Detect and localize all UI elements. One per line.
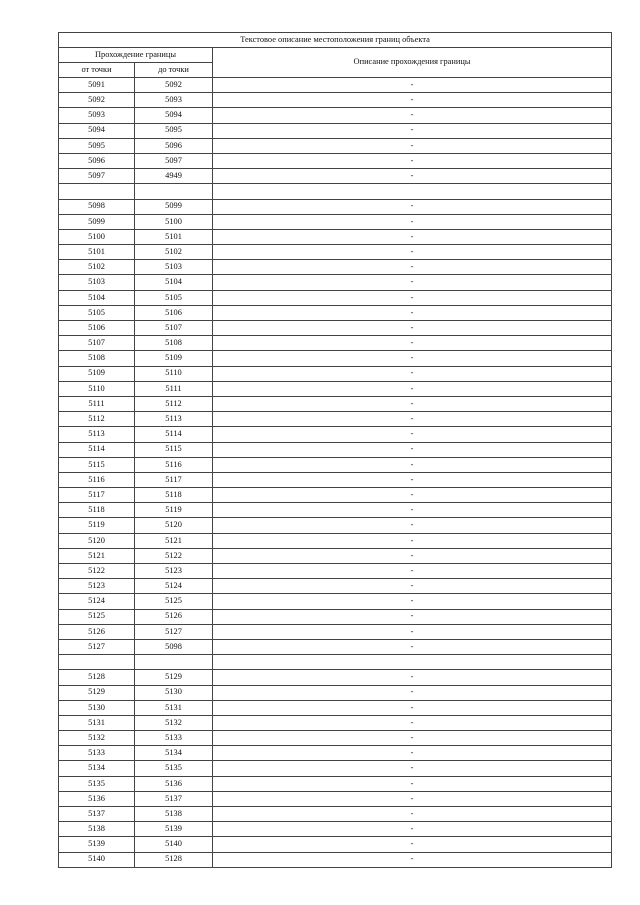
cell-description: - [213,594,612,609]
table-row [59,503,612,518]
cell-to-point: 5111 [135,381,213,396]
cell-to-point: 5113 [135,412,213,427]
cell-description: - [213,564,612,579]
table-row [59,457,612,472]
cell-to-point: 5140 [135,837,213,852]
cell-from-point: 5127 [59,639,135,654]
cell-description: - [213,548,612,563]
cell-to-point: 5093 [135,93,213,108]
cell-from-point: 5099 [59,214,135,229]
boundary-table [58,32,612,868]
table-row [59,442,612,457]
cell-to-point: 5130 [135,685,213,700]
cell-to-point: 5137 [135,791,213,806]
cell-to-point: 5132 [135,715,213,730]
cell-to-point: 5120 [135,518,213,533]
cell-to-point: 5107 [135,321,213,336]
cell-from-point: 5126 [59,624,135,639]
cell-to-point [135,655,213,670]
cell-to-point: 5115 [135,442,213,457]
cell-description: - [213,670,612,685]
cell-from-point: 5128 [59,670,135,685]
cell-description: - [213,791,612,806]
cell-from-point: 5118 [59,503,135,518]
table-row [59,305,612,320]
table-row [59,731,612,746]
cell-to-point: 5101 [135,229,213,244]
cell-to-point [135,184,213,199]
table-row [59,321,612,336]
cell-description: - [213,822,612,837]
group-header-row [59,48,612,63]
table-title: Текстовое описание местоположения границ объекта [59,33,612,48]
cell-from-point: 5120 [59,533,135,548]
table-row [59,351,612,366]
cell-from-point: 5094 [59,123,135,138]
cell-to-point: 5119 [135,503,213,518]
cell-from-point: 5122 [59,564,135,579]
table-row [59,229,612,244]
cell-from-point: 5139 [59,837,135,852]
cell-description: - [213,503,612,518]
table-row [59,533,612,548]
table-row [59,138,612,153]
table-row [59,609,612,624]
table-row [59,396,612,411]
cell-to-point: 5128 [135,852,213,867]
cell-description: - [213,488,612,503]
cell-from-point: 5105 [59,305,135,320]
table-row [59,275,612,290]
cell-to-point: 5114 [135,427,213,442]
table-row [59,93,612,108]
cell-from-point: 5133 [59,746,135,761]
cell-description: - [213,533,612,548]
table-row [59,776,612,791]
cell-description: - [213,807,612,822]
table-body [59,78,612,868]
cell-to-point: 5110 [135,366,213,381]
cell-to-point: 5139 [135,822,213,837]
cell-from-point: 5101 [59,245,135,260]
table-row [59,381,612,396]
column-header-description: Описание прохождения границы [213,48,612,78]
table-row [59,78,612,93]
table-row [59,108,612,123]
cell-description: - [213,776,612,791]
cell-to-point: 5129 [135,670,213,685]
cell-description: - [213,351,612,366]
table-row [59,199,612,214]
cell-to-point: 5098 [135,639,213,654]
cell-to-point: 5121 [135,533,213,548]
cell-to-point: 4949 [135,169,213,184]
table-title-row [59,33,612,48]
cell-description [213,655,612,670]
cell-from-point [59,184,135,199]
cell-to-point: 5109 [135,351,213,366]
cell-to-point: 5104 [135,275,213,290]
cell-from-point: 5138 [59,822,135,837]
table-row [59,700,612,715]
cell-to-point: 5102 [135,245,213,260]
cell-to-point: 5118 [135,488,213,503]
cell-from-point: 5102 [59,260,135,275]
table-row [59,685,612,700]
cell-description: - [213,78,612,93]
cell-description: - [213,685,612,700]
cell-description: - [213,199,612,214]
cell-description: - [213,715,612,730]
cell-description: - [213,366,612,381]
table-row [59,214,612,229]
cell-from-point [59,655,135,670]
table-row [59,715,612,730]
cell-to-point: 5127 [135,624,213,639]
table-row [59,488,612,503]
cell-from-point: 5096 [59,153,135,168]
cell-from-point: 5108 [59,351,135,366]
cell-description [213,184,612,199]
cell-description: - [213,290,612,305]
cell-from-point: 5129 [59,685,135,700]
table-row [59,260,612,275]
cell-description: - [213,442,612,457]
cell-description: - [213,153,612,168]
cell-from-point: 5130 [59,700,135,715]
cell-from-point: 5104 [59,290,135,305]
cell-to-point: 5108 [135,336,213,351]
cell-to-point: 5117 [135,472,213,487]
table-row [59,153,612,168]
cell-description: - [213,518,612,533]
cell-from-point: 5121 [59,548,135,563]
cell-from-point: 5095 [59,138,135,153]
cell-description: - [213,700,612,715]
cell-to-point: 5105 [135,290,213,305]
cell-to-point: 5100 [135,214,213,229]
cell-from-point: 5111 [59,396,135,411]
cell-description: - [213,321,612,336]
cell-to-point: 5138 [135,807,213,822]
cell-description: - [213,229,612,244]
cell-from-point: 5110 [59,381,135,396]
cell-to-point: 5135 [135,761,213,776]
table-row [59,670,612,685]
cell-to-point: 5095 [135,123,213,138]
cell-description: - [213,260,612,275]
column-header-from: от точки [59,63,135,78]
table-row [59,837,612,852]
table-row [59,472,612,487]
cell-from-point: 5123 [59,579,135,594]
cell-from-point: 5134 [59,761,135,776]
cell-description: - [213,396,612,411]
cell-description: - [213,305,612,320]
cell-from-point: 5113 [59,427,135,442]
cell-description: - [213,93,612,108]
table-row [59,412,612,427]
cell-from-point: 5131 [59,715,135,730]
cell-description: - [213,427,612,442]
cell-to-point: 5124 [135,579,213,594]
cell-from-point: 5119 [59,518,135,533]
cell-from-point: 5124 [59,594,135,609]
table-row [59,169,612,184]
cell-to-point: 5094 [135,108,213,123]
cell-description: - [213,275,612,290]
cell-to-point: 5112 [135,396,213,411]
table-row [59,123,612,138]
table-row [59,746,612,761]
cell-description: - [213,579,612,594]
cell-description: - [213,214,612,229]
cell-description: - [213,609,612,624]
table-row [59,639,612,654]
cell-from-point: 5114 [59,442,135,457]
cell-from-point: 5136 [59,791,135,806]
cell-from-point: 5107 [59,336,135,351]
table-row [59,366,612,381]
cell-description: - [213,108,612,123]
cell-description: - [213,381,612,396]
cell-from-point: 5125 [59,609,135,624]
cell-from-point: 5091 [59,78,135,93]
table-row [59,655,612,670]
cell-from-point: 5092 [59,93,135,108]
cell-from-point: 5109 [59,366,135,381]
cell-from-point: 5140 [59,852,135,867]
cell-to-point: 5134 [135,746,213,761]
table-row [59,807,612,822]
cell-from-point: 5137 [59,807,135,822]
cell-from-point: 5117 [59,488,135,503]
table-row [59,245,612,260]
cell-from-point: 5103 [59,275,135,290]
cell-from-point: 5100 [59,229,135,244]
cell-from-point: 5135 [59,776,135,791]
table-row [59,791,612,806]
table-row [59,427,612,442]
cell-description: - [213,624,612,639]
table-row [59,852,612,867]
cell-from-point: 5106 [59,321,135,336]
cell-from-point: 5116 [59,472,135,487]
table-row [59,624,612,639]
cell-description: - [213,412,612,427]
cell-description: - [213,761,612,776]
cell-to-point: 5125 [135,594,213,609]
column-header-to: до точки [135,63,213,78]
cell-from-point: 5112 [59,412,135,427]
group-header: Прохождение границы [59,48,213,63]
cell-description: - [213,245,612,260]
table-row [59,579,612,594]
cell-to-point: 5099 [135,199,213,214]
cell-description: - [213,457,612,472]
table-row [59,761,612,776]
table-row [59,184,612,199]
cell-description: - [213,336,612,351]
cell-description: - [213,852,612,867]
cell-to-point: 5103 [135,260,213,275]
table-row [59,336,612,351]
cell-to-point: 5133 [135,731,213,746]
table-row [59,594,612,609]
cell-description: - [213,138,612,153]
table-row [59,822,612,837]
cell-from-point: 5097 [59,169,135,184]
cell-to-point: 5097 [135,153,213,168]
cell-description: - [213,639,612,654]
table-row [59,518,612,533]
cell-to-point: 5096 [135,138,213,153]
cell-to-point: 5126 [135,609,213,624]
cell-to-point: 5131 [135,700,213,715]
cell-from-point: 5115 [59,457,135,472]
cell-to-point: 5122 [135,548,213,563]
cell-to-point: 5092 [135,78,213,93]
cell-description: - [213,123,612,138]
cell-description: - [213,169,612,184]
table-row [59,548,612,563]
table-row [59,290,612,305]
cell-description: - [213,837,612,852]
cell-to-point: 5106 [135,305,213,320]
table-row [59,564,612,579]
cell-description: - [213,731,612,746]
cell-to-point: 5116 [135,457,213,472]
cell-description: - [213,472,612,487]
cell-from-point: 5093 [59,108,135,123]
cell-description: - [213,746,612,761]
cell-from-point: 5132 [59,731,135,746]
cell-from-point: 5098 [59,199,135,214]
cell-to-point: 5136 [135,776,213,791]
cell-to-point: 5123 [135,564,213,579]
